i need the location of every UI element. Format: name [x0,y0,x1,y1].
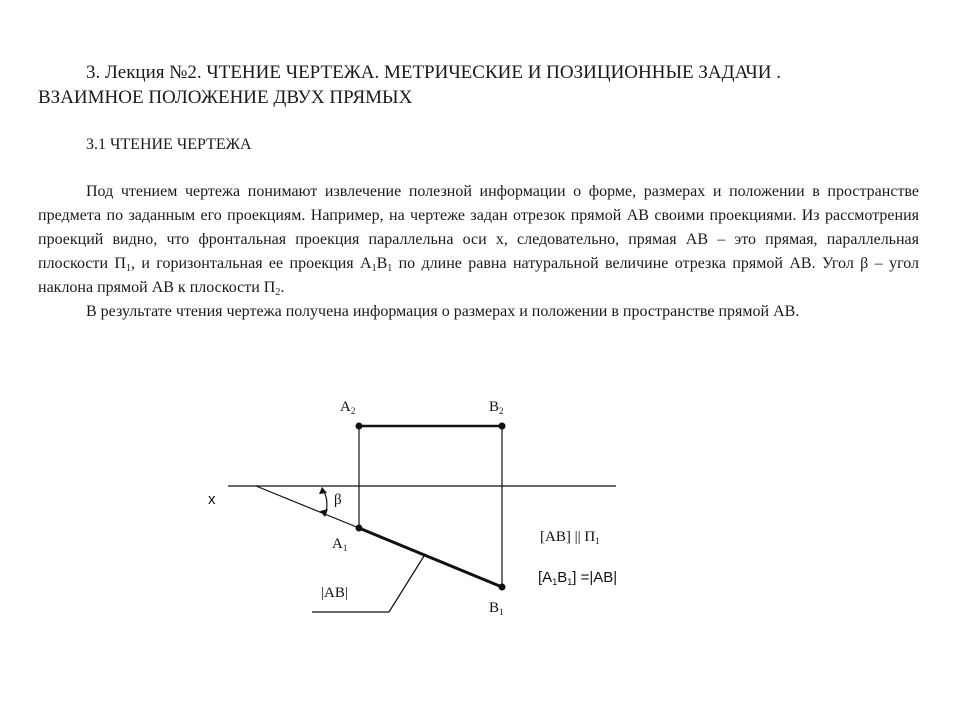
horizontal-projection-a1b1 [359,528,502,587]
label-angle-beta: β [334,492,342,508]
section-heading: 3.1 ЧТЕНИЕ ЧЕРТЕЖА [86,136,252,153]
para-text-1: Под чтением чертежа понимают извлечение полезной информации о форме, размерах и положении в пространстве предмета по заданным его проекциям. Например, на чертеже задан отрезок прямой АВ своими проекциями. Из рассмотрения проекций видно, что фронтальная проекция параллельна оси х, следовательно, прямая АВ – это прямая, параллельная плоскости П [38,183,919,272]
para-sub-3: 1 [387,263,393,274]
paragraph-result: В результате чтения чертежа получена информация о размерах и положении в пространстве прямой АВ. [86,303,800,320]
para-text-2: , и горизонтальная ее проекция А [131,255,372,272]
para-text-4: по длине равна натуральной величине отрезка прямой АВ. Угол β – угол наклона прямой АВ к плоскости П [38,255,920,296]
label-b1: $В_1$ [489,600,504,617]
note-equality: $[А_1В_1] =|АВ|$ [538,569,618,587]
leader-line-diagonal [389,556,424,612]
label-a2: $А_2$ [340,399,356,416]
label-axis-x: х [208,491,216,508]
para-text-3: В [376,255,388,272]
title-line-1: 3. Лекция №2. ЧТЕНИЕ ЧЕРТЕЖА. МЕТРИЧЕСКИЕ И ПОЗИЦИОННЫЕ ЗАДАЧИ . [86,62,782,83]
point-a2 [356,423,363,430]
para-sub-4: 2 [275,287,281,298]
inclined-line [256,486,359,528]
label-b2: $В_2$ [489,399,504,416]
para-sub-1: 1 [126,263,131,274]
angle-arrow-top [319,487,327,494]
label-a1: $А_1$ [332,536,348,553]
para-text-5: . [280,279,285,296]
point-b1 [499,584,506,591]
label-true-length: |АВ| [321,585,348,601]
point-a1 [356,525,363,532]
point-b2 [499,423,506,430]
title-line-2: ВЗАИМНОЕ ПОЛОЖЕНИЕ ДВУХ ПРЯМЫХ [38,87,413,108]
note-parallel: [АВ] || $П_1$ [540,529,600,546]
para-sub-2: 1 [371,263,377,274]
